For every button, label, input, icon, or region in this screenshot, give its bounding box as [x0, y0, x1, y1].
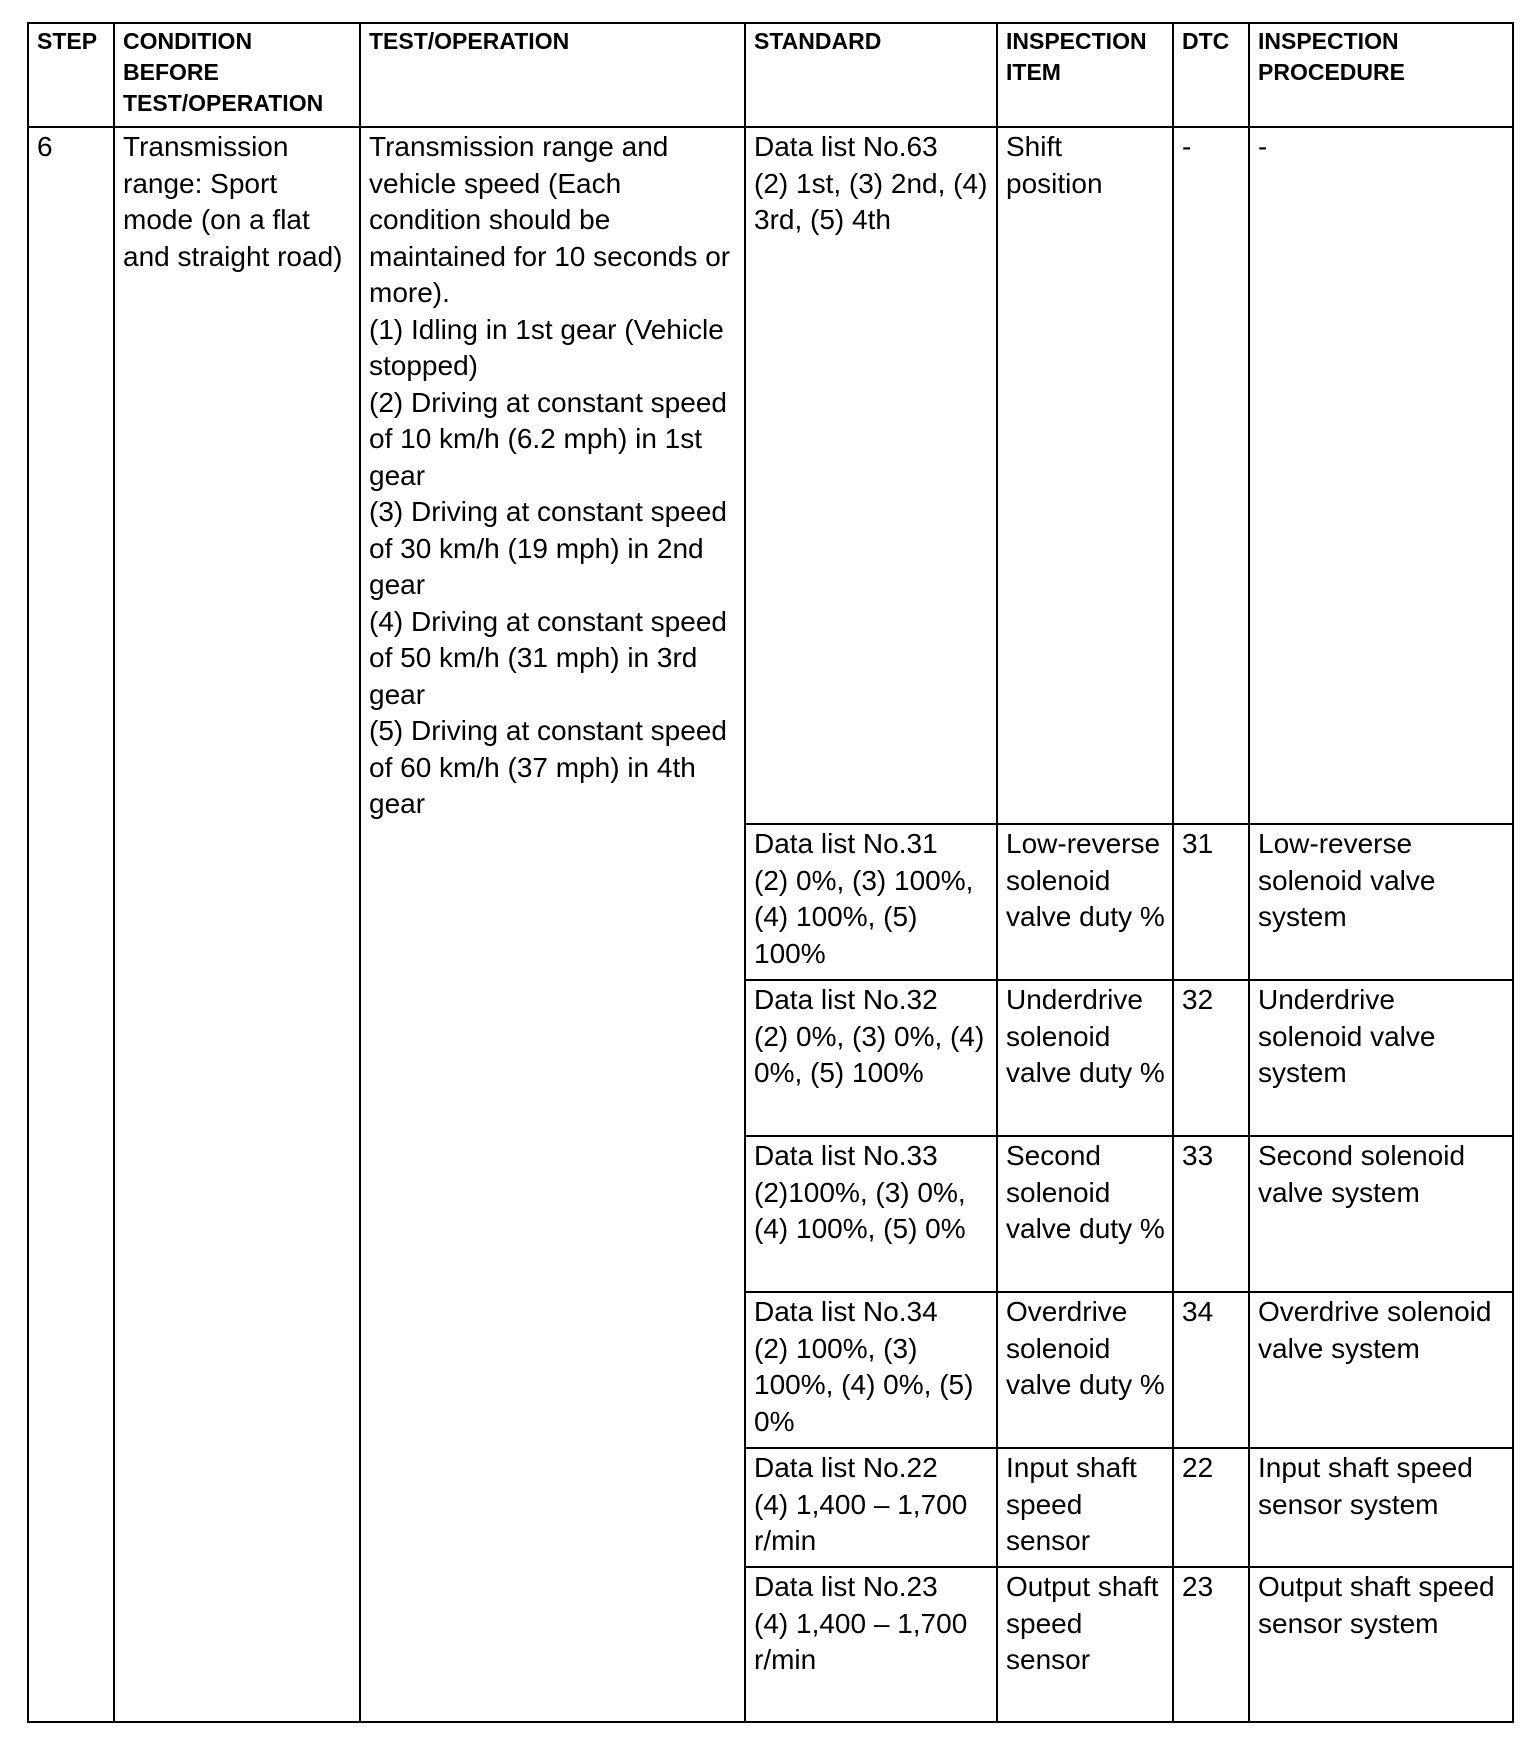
header-condition: CONDITION BEFORE TEST/OPERATION [114, 23, 360, 127]
standard-cell: Data list No.31 (2) 0%, (3) 100%, (4) 100%, (5) 100% [745, 824, 997, 980]
dtc-cell: 23 [1173, 1567, 1249, 1722]
dtc-cell: 31 [1173, 824, 1249, 980]
header-step: STEP [28, 23, 114, 127]
inspection-table [27, 22, 1514, 1723]
header-row [28, 23, 1513, 127]
dtc-cell: 32 [1173, 980, 1249, 1136]
condition-cell: Transmission range: Sport mode (on a flat and straight road) [114, 127, 360, 1722]
table-body [28, 127, 1513, 1722]
inspection-item-cell: Underdrive solenoid valve duty % [997, 980, 1173, 1136]
inspection-item-cell: Second solenoid valve duty % [997, 1136, 1173, 1292]
inspection-item-cell: Output shaft speed sensor [997, 1567, 1173, 1722]
inspection-procedure-cell: Overdrive solenoid valve system [1249, 1292, 1513, 1448]
standard-cell: Data list No.63 (2) 1st, (3) 2nd, (4) 3rd, (5) 4th [745, 127, 997, 824]
dtc-cell: 34 [1173, 1292, 1249, 1448]
header-inspection-procedure: INSPECTION PROCEDURE [1249, 23, 1513, 127]
standard-cell: Data list No.34 (2) 100%, (3) 100%, (4) 0%, (5) 0% [745, 1292, 997, 1448]
standard-cell: Data list No.32 (2) 0%, (3) 0%, (4) 0%, (5) 100% [745, 980, 997, 1136]
header-test-operation: TEST/OPERATION [360, 23, 745, 127]
inspection-item-cell: Low-reverse solenoid valve duty % [997, 824, 1173, 980]
inspection-item-cell: Overdrive solenoid valve duty % [997, 1292, 1173, 1448]
header-inspection-item: INSPECTION ITEM [997, 23, 1173, 127]
header-dtc: DTC [1173, 23, 1249, 127]
dtc-cell: - [1173, 127, 1249, 824]
test-operation-cell: Transmission range and vehicle speed (Each condition should be maintained for 10 seconds or more). (1) Idling in 1st gear (Vehicle stopped) (2) Driving at constant speed of 10 km/h (6.2 mph) in 1st gear (3) Driving at constant speed of 30 km/h (19 mph) in 2nd gear (4) Driving at constant speed of 50 km/h (31 mph) in 3rd gear (5) Driving at constant speed of 60 km/h (37 mph) in 4th gear [360, 127, 745, 1722]
dtc-cell: 22 [1173, 1448, 1249, 1567]
table-row [28, 127, 1513, 824]
header-standard: STANDARD [745, 23, 997, 127]
inspection-procedure-cell: Second solenoid valve system [1249, 1136, 1513, 1292]
standard-cell: Data list No.23 (4) 1,400 – 1,700 r/min [745, 1567, 997, 1722]
inspection-procedure-cell: Output shaft speed sensor system [1249, 1567, 1513, 1722]
inspection-item-cell: Shift position [997, 127, 1173, 824]
inspection-procedure-cell: Input shaft speed sensor system [1249, 1448, 1513, 1567]
table-header [28, 23, 1513, 127]
standard-cell: Data list No.22 (4) 1,400 – 1,700 r/min [745, 1448, 997, 1567]
dtc-cell: 33 [1173, 1136, 1249, 1292]
inspection-procedure-cell: - [1249, 127, 1513, 824]
inspection-item-cell: Input shaft speed sensor [997, 1448, 1173, 1567]
inspection-procedure-cell: Underdrive solenoid valve system [1249, 980, 1513, 1136]
inspection-procedure-cell: Low-reverse solenoid valve system [1249, 824, 1513, 980]
step-number-cell: 6 [28, 127, 114, 1722]
standard-cell: Data list No.33 (2)100%, (3) 0%, (4) 100%, (5) 0% [745, 1136, 997, 1292]
